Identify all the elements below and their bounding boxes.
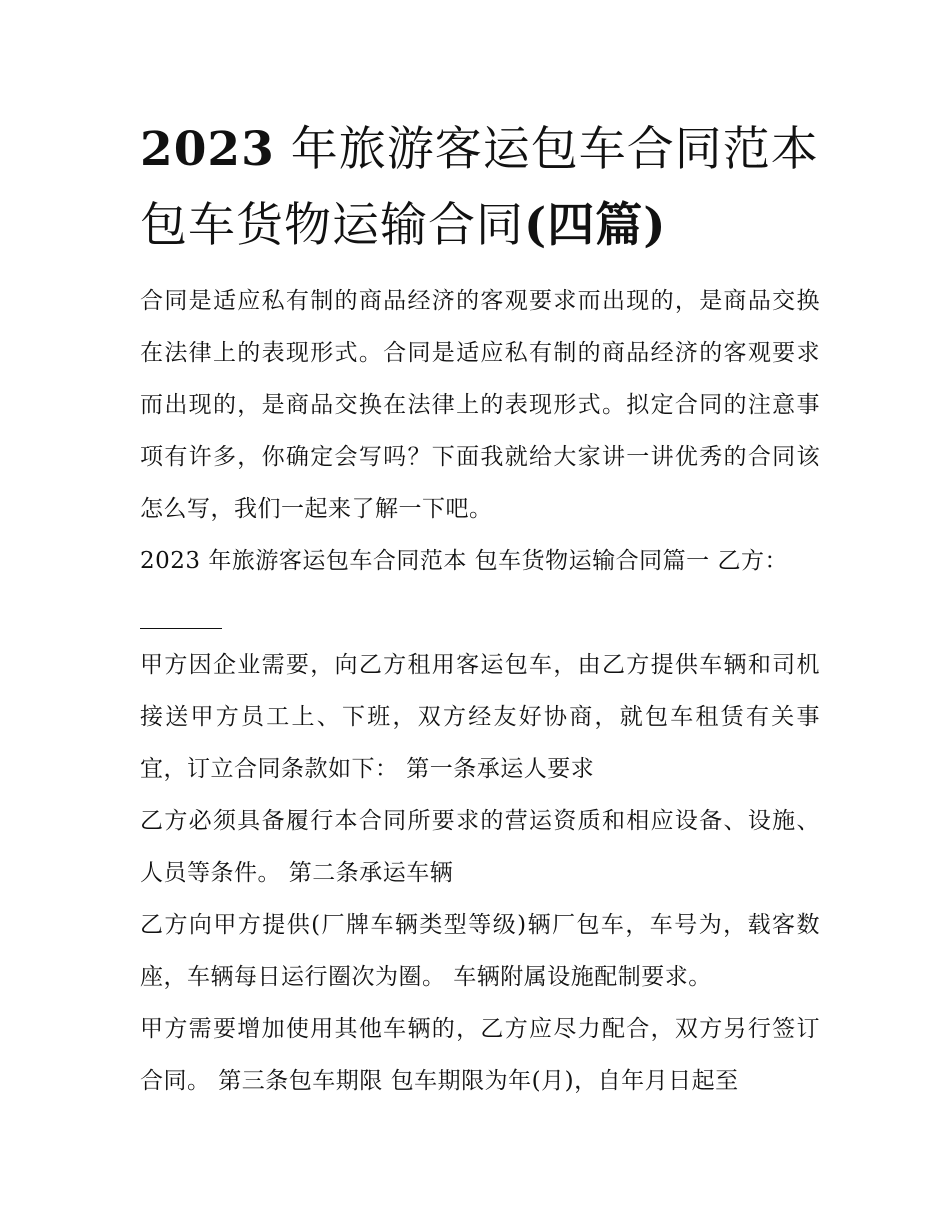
section-heading-paragraph: 2023 年旅游客运包车合同范本 包车货物运输合同篇一 乙方： — [140, 548, 788, 574]
body-paragraph-2: 乙方必须具备履行本合同所要求的营运资质和相应设备、设施、人员等条件。 第二条承运车辆 — [140, 808, 820, 886]
body-paragraph-4: 甲方需要增加使用其他车辆的，乙方应尽力配合，双方另行签订合同。 第三条包车期限 包车期限为年(月)，自年月日起至 — [140, 1016, 820, 1094]
title-line2-paren: (四篇) — [524, 198, 667, 253]
title-year: 2023 — [140, 122, 275, 177]
party-b-blank-line — [140, 587, 222, 639]
title-line2-text: 包车货物运输合同 — [140, 198, 524, 253]
title-line1-text: 年旅游客运包车合同范本 — [274, 122, 819, 177]
document-title — [140, 112, 820, 264]
body-paragraph-3: 乙方向甲方提供(厂牌车辆类型等级)辆厂包车，车号为，载客数座，车辆每日运行圈次为圈。 车辆附属设施配制要求。 — [140, 912, 820, 990]
body-paragraph-1: 甲方因企业需要，向乙方租用客运包车，由乙方提供车辆和司机接送甲方员工上、下班，双方经友好协商，就包车租赁有关事宜，订立合同条款如下： 第一条承运人要求 — [140, 652, 820, 782]
intro-paragraph: 合同是适应私有制的商品经济的客观要求而出现的，是商品交换在法律上的表现形式。合同是适应私有制的商品经济的客观要求而出现的，是商品交换在法律上的表现形式。拟定合同的注意事项有许多，你确定会写吗？下面我就给大家讲一讲优秀的合同该怎么写，我们一起来了解一下吧。 — [140, 288, 820, 522]
document-page — [140, 112, 820, 1107]
